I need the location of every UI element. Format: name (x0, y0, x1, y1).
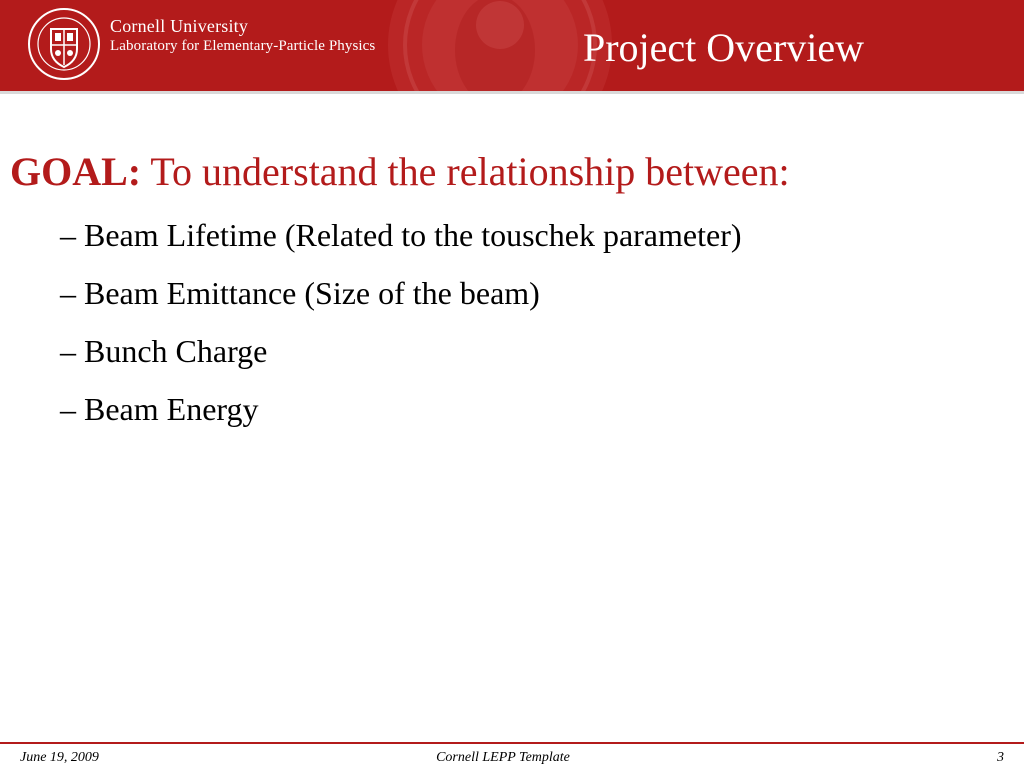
bullet-list (10, 206, 1010, 438)
bullet-item: – Beam Energy (60, 391, 259, 427)
brand-block (110, 16, 375, 56)
slide-title: Project Overview (582, 25, 864, 70)
page-number: 3 (997, 750, 1004, 765)
footer-date: June 19, 2009 (20, 750, 99, 765)
goal-text: To understand the relationship between: (150, 149, 790, 194)
goal-label: GOAL: (10, 149, 142, 194)
slide-footer (0, 750, 1024, 768)
goal-line (10, 148, 1010, 196)
bullet-item: – Beam Lifetime (Related to the touschek parameter) (60, 217, 742, 253)
laboratory-name: Laboratory for Elementary-Particle Physics (110, 38, 376, 54)
slide-content (10, 148, 1010, 438)
header-divider (0, 91, 1024, 94)
cornell-seal-icon (27, 7, 101, 81)
slide-header (0, 0, 1024, 91)
footer-divider (0, 742, 1024, 744)
university-name: Cornell University (110, 16, 249, 36)
footer-template-name: Cornell LEPP Template (436, 750, 570, 765)
bullet-item: – Beam Emittance (Size of the beam) (60, 275, 540, 311)
bullet-item: – Bunch Charge (60, 333, 268, 369)
